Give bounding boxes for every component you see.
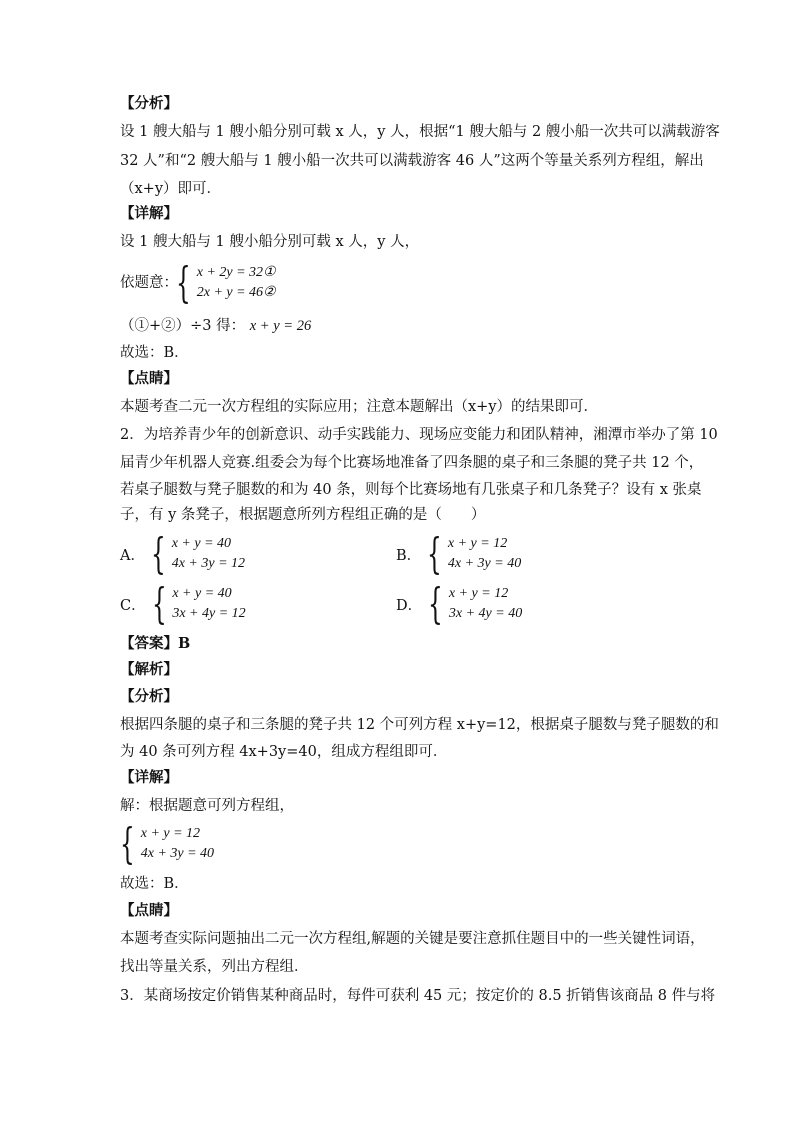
option-equation-1: x + y = 40 <box>172 586 232 601</box>
detail-prefix: 依题意： <box>120 275 178 291</box>
option-equation-1: x + y = 12 <box>447 536 508 551</box>
brace-icon: { <box>120 819 135 868</box>
system-equation-2: 4x + 3y = 40 <box>140 846 215 861</box>
analysis-line-1: 设 1 艘大船与 1 艘小船分别可载 x 人，y 人，根据“1 艘大船与 2 艘小船一次共可以满载游客 <box>120 124 720 140</box>
option-label: D． <box>396 597 423 614</box>
option-c[interactable] <box>120 579 246 628</box>
q2-detail-heading: 【详解】 <box>120 769 178 786</box>
step-line <box>120 316 311 336</box>
step-equation: x + y = 26 <box>249 318 312 334</box>
option-d[interactable] <box>396 579 523 628</box>
option-equation-1: x + y = 12 <box>448 586 509 601</box>
system-equation-1: x + y = 12 <box>140 826 201 841</box>
option-equation-2: 4x + 3y = 40 <box>447 556 522 571</box>
equation-system-1 <box>176 258 276 307</box>
brace-icon: { <box>150 529 166 578</box>
analysis-line-3: （x+y）即可． <box>120 181 222 197</box>
analysis-heading: 【分析】 <box>120 95 178 112</box>
parse-heading: 【解析】 <box>120 661 178 678</box>
system-equation-2: 2x + y = 46② <box>196 285 276 300</box>
answer-line: 【答案】B <box>120 635 191 652</box>
question-2-line-1: 2．为培养青少年的创新意识、动手实践能力、现场应变能力和团队精神，湘潭市举办了第 10 <box>120 427 718 443</box>
q2-comment-line-1: 本题考查实际问题抽出二元一次方程组,解题的关键是要注意抓住题目中的一些关键性词语， <box>120 931 705 947</box>
option-b[interactable] <box>396 529 522 578</box>
option-label: B． <box>396 547 422 564</box>
system-equation-1: x + 2y = 32① <box>196 265 276 280</box>
step-text: （①+②）÷3 得： <box>120 318 246 334</box>
option-label: A． <box>120 547 145 564</box>
q2-choice-line: 故选：B． <box>120 876 189 892</box>
q2-detail-line-1: 解：根据题意可列方程组， <box>120 798 294 814</box>
question-3-line-1: 3．某商场按定价销售某种商品时，每件可获利 45 元；按定价的 8.5 折销售该商品 8 件与将 <box>120 988 716 1004</box>
q2-comment-heading: 【点睛】 <box>120 902 178 919</box>
option-equation-2: 4x + 3y = 12 <box>171 556 246 571</box>
detail-heading: 【详解】 <box>120 205 178 222</box>
question-2-line-2: 届青少年机器人竞赛.组委会为每个比赛场地准备了四条腿的桌子和三条腿的凳子共 12 个， <box>120 455 704 471</box>
question-2-line-4: 子，有 y 条凳子，根据题意所列方程组正确的是（ ） <box>120 507 486 523</box>
q2-comment-line-2: 找出等量关系，列出方程组． <box>120 959 309 975</box>
brace-icon: { <box>151 579 167 628</box>
option-equation-1: x + y = 40 <box>171 536 232 551</box>
brace-icon: { <box>428 579 443 628</box>
comment-heading: 【点睛】 <box>120 370 178 387</box>
brace-icon: { <box>427 529 442 578</box>
option-a[interactable] <box>120 529 246 578</box>
q2-analysis-line-1: 根据四条腿的桌子和三条腿的凳子共 12 个可列方程 x+y=12，根据桌子腿数与凳子腿数的和 <box>120 717 719 733</box>
brace-icon: { <box>176 258 191 307</box>
detail-line-1: 设 1 艘大船与 1 艘小船分别可载 x 人，y 人， <box>120 234 420 250</box>
choice-line: 故选：B． <box>120 345 189 361</box>
option-equation-2: 3x + 4y = 40 <box>448 606 523 621</box>
q2-analysis-heading: 【分析】 <box>120 688 178 705</box>
option-label: C． <box>120 597 146 614</box>
option-equation-2: 3x + 4y = 12 <box>172 606 246 621</box>
equation-system-2 <box>120 819 215 868</box>
q2-analysis-line-2: 为 40 条可列方程 4x+3y=40，组成方程组即可． <box>120 744 448 760</box>
question-2-line-3: 若桌子腿数与凳子腿数的和为 40 条，则每个比赛场地有几张桌子和几条凳子？设有 x 张桌 <box>120 482 702 498</box>
comment-line: 本题考查二元一次方程组的实际应用；注意本题解出（x+y）的结果即可． <box>120 399 599 415</box>
analysis-line-2: 32 人”和“2 艘大船与 1 艘小船一次共可以满载游客 46 人”这两个等量关系列方程组，解出 <box>120 153 704 169</box>
